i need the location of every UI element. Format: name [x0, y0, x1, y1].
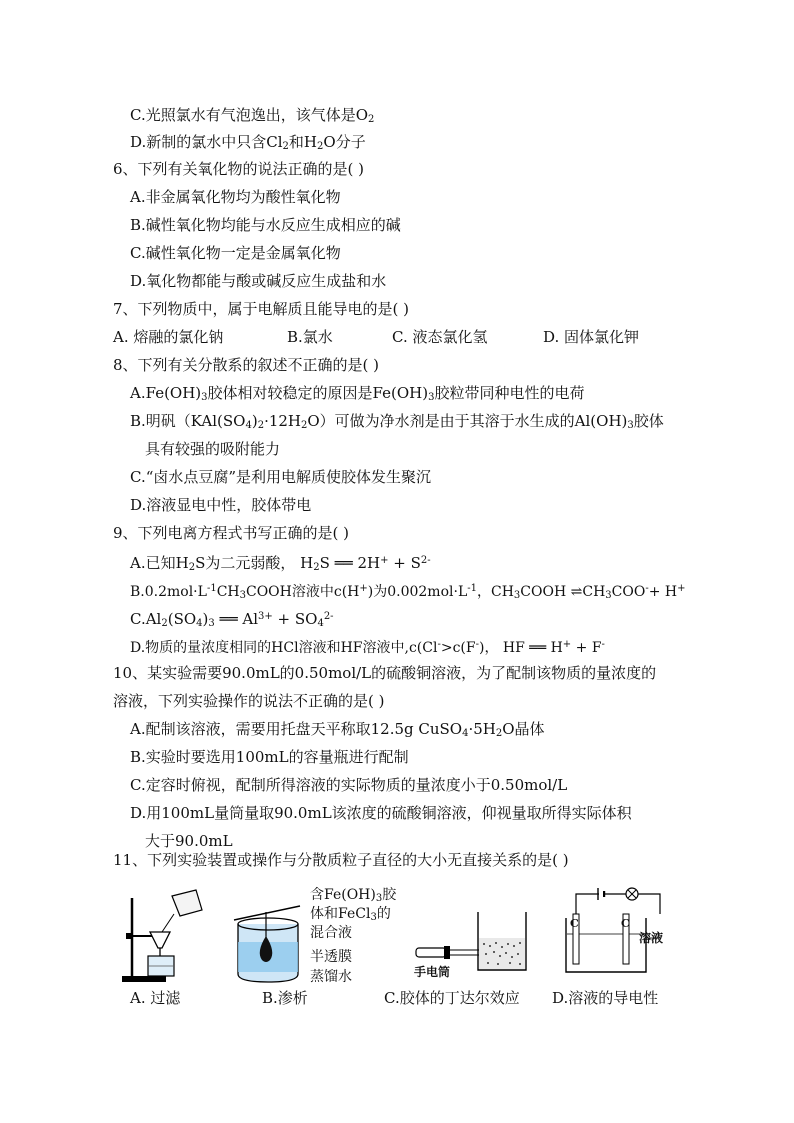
q8-option-a: $A.Fe(OH)_3$胶体相对较稳定的原因是$Fe(OH)_3$胶粒带同种电性的电荷 [130, 384, 585, 403]
q9-option-c: $C.Al_2(SO_4)_3$ ══ $Al^{3+} + SO_4^{2-}$ [130, 610, 334, 629]
dialysis-label-line3: 混合液 [310, 925, 352, 941]
dialysis-label-water: 蒸馏水 [310, 969, 352, 985]
q10-stem-line2: 溶液，下列实验操作的说法不正确的是( ) [113, 692, 385, 710]
dialysis-apparatus-figure [228, 902, 308, 986]
q11-stem: 11、下列实验装置或操作与分散质粒子直径的大小无直接关系的是( ) [113, 851, 569, 869]
q9-option-b: $B.0.2mol\cdot L^{-1}CH_3COOH$溶液中c(H+)为$0.002mol\cdot L^{-1}$，$CH_3COOH$ $\rightleftharpoons CH_3COO^-+ H^+$ [130, 583, 686, 601]
dialysis-label-membrane: 半透膜 [310, 949, 352, 965]
q10-option-a: A.配制该溶液，需要用托盘天平称取12.5g $CuSO_4\cdot 5H_2O$晶体 [130, 720, 545, 739]
q7-option-b: B.氯水 [287, 328, 333, 346]
q10-stem-line1: 10、某实验需要90.0mL的0.50mol/L的硫酸铜溶液，为了配制该物质的量浓度的 [113, 664, 657, 682]
q8-option-b: B.明矾$(KAl(SO_4)_2\cdot 12H_2O)$可做为净水剂是由于其溶于水生成的$Al(OH)_3$胶体 [130, 412, 664, 431]
q10-option-c: C.定容时俯视，配制所得溶液的实际物质的量浓度小于0.50mol/L [130, 776, 568, 794]
q10-option-b: B.实验时要选用100mL的容量瓶进行配制 [130, 748, 409, 766]
flashlight-label: 手电筒 [414, 965, 451, 979]
q6-option-b: B.碱性氧化物均能与水反应生成相应的碱 [130, 216, 401, 234]
q9-option-d: D.物质的量浓度相同的HCl溶液和HF溶液中,c(Cl->c(F-)， HF ══ H+ + F- [130, 639, 605, 656]
q6-option-a: A.非金属氧化物均为酸性氧化物 [130, 188, 341, 206]
dialysis-label-line2: 体和FeCl$_3$的 [310, 906, 391, 923]
q7-stem: 7、下列物质中，属于电解质且能导电的是( ) [113, 300, 410, 318]
q6-option-d: D.氧化物都能与酸或碱反应生成盐和水 [130, 272, 387, 290]
solution-label: 溶液 [639, 931, 664, 945]
q8-option-d: D.溶液显电中性，胶体带电 [130, 496, 312, 514]
filtration-apparatus-figure [118, 886, 208, 986]
q7-option-d: D. 固体氯化钾 [543, 328, 640, 346]
q5-option-d: D.新制的氯水中只含$Cl_2$和$H_2O$分子 [130, 133, 366, 152]
q9-option-a: A.已知$H_2S$为二元弱酸， $H_2S$ ══ $2H^+ + S^{2-}$ [130, 554, 431, 573]
q10-option-d: D.用100mL量筒量取90.0mL该浓度的硫酸铜溶液，仰视量取所得实际体积 [130, 804, 632, 822]
q8-stem: 8、下列有关分散系的叙述不正确的是( ) [113, 356, 380, 374]
figure-a-caption: A. 过滤 [130, 989, 181, 1007]
electrode-label-left: C [570, 917, 579, 930]
figure-d-caption: D.溶液的导电性 [552, 989, 659, 1007]
q9-stem: 9、下列电离方程式书写正确的是( ) [113, 524, 350, 542]
q7-option-c: C. 液态氯化氢 [392, 328, 488, 346]
electrode-label-right: C [621, 917, 630, 930]
q6-option-c: C.碱性氧化物一定是金属氧化物 [130, 244, 341, 262]
q8-option-c: C.“卤水点豆腐”是利用电解质使胶体发生聚沉 [130, 468, 432, 486]
q8-option-b-line2: 具有较强的吸附能力 [145, 440, 281, 458]
figure-c-caption: C.胶体的丁达尔效应 [384, 989, 520, 1007]
dialysis-label-line1: 含$Fe(OH)_3$胶 [310, 887, 397, 904]
q10-option-d-line2: 大于90.0mL [145, 832, 233, 850]
q6-stem: 6、下列有关氧化物的说法正确的是( ) [113, 160, 365, 178]
figure-b-caption: B.渗析 [262, 989, 308, 1007]
q7-option-a: A. 熔融的氯化钠 [113, 328, 224, 346]
q5-option-c: C.光照氯水有气泡逸出，该气体是$O_2$ [130, 106, 375, 125]
